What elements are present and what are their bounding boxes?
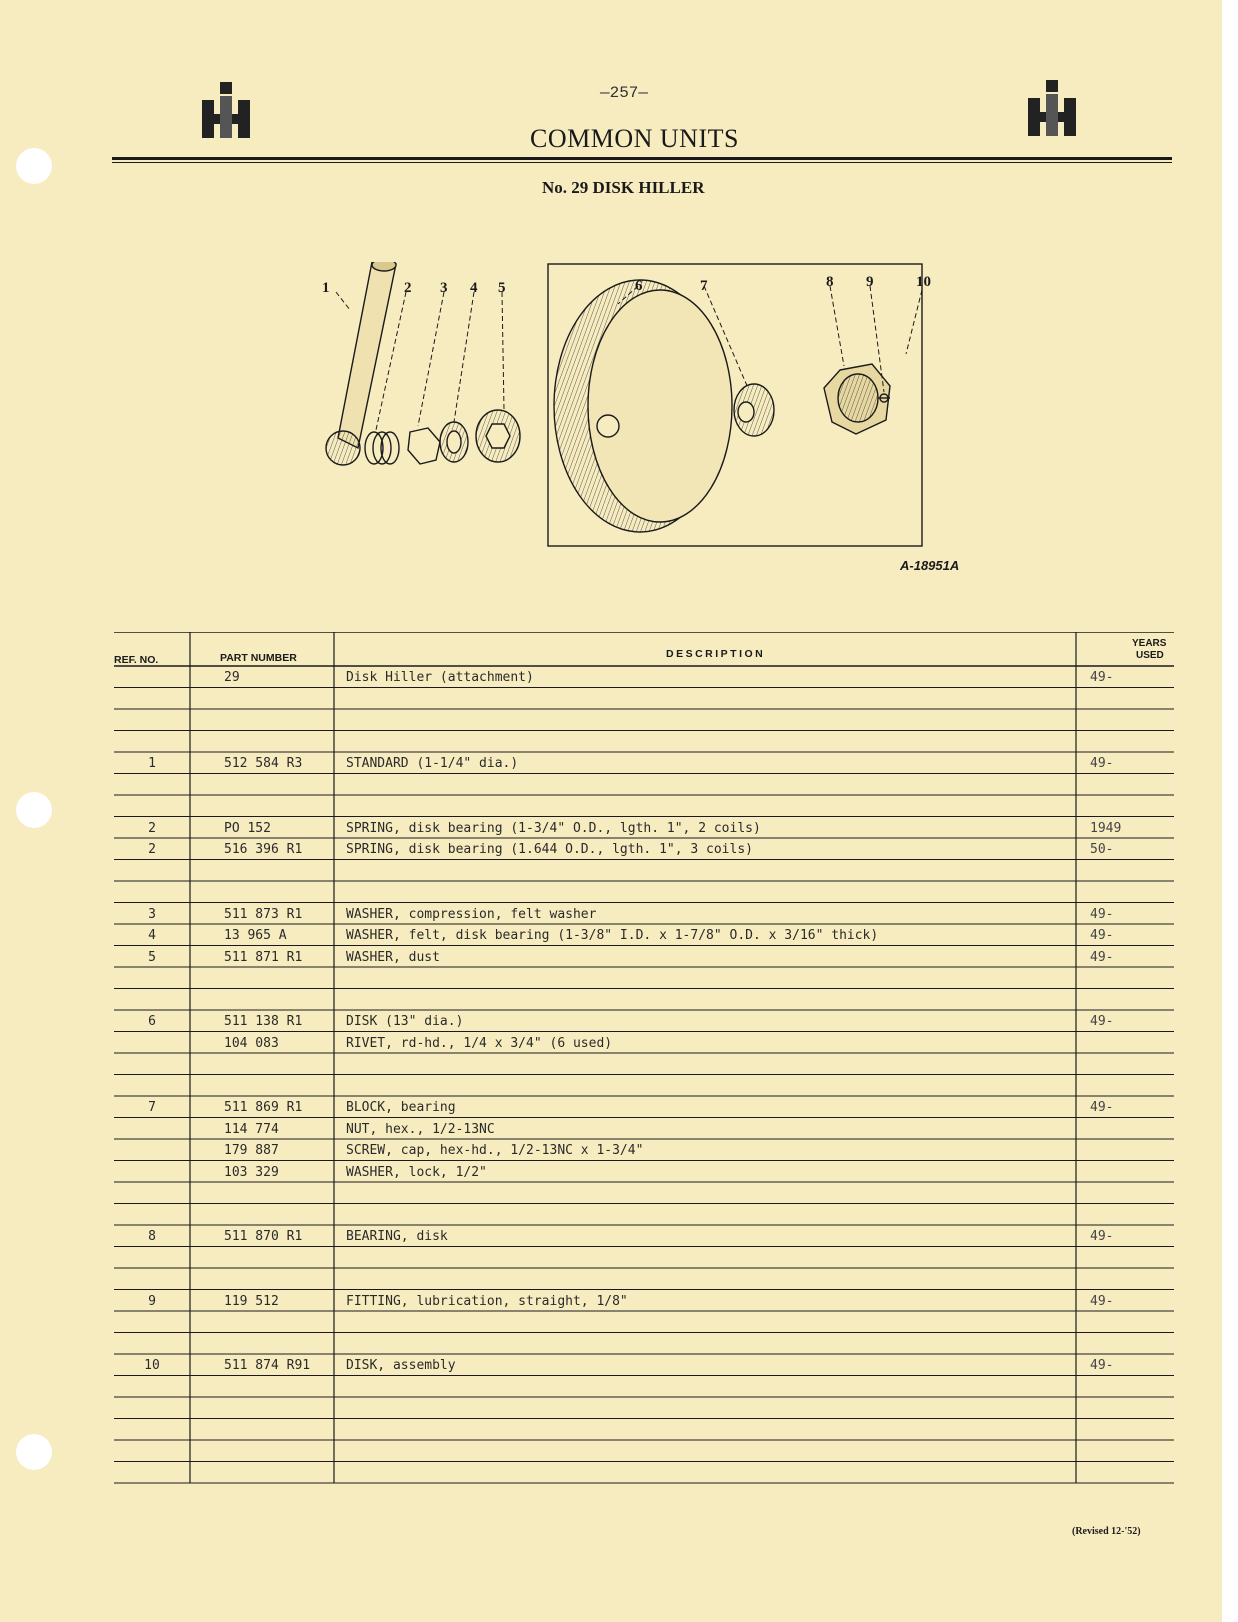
parts-table — [114, 632, 1174, 1524]
punch-hole — [16, 792, 52, 828]
ih-logo-left — [202, 82, 250, 138]
cell-part-number: 511 874 R91 — [224, 1358, 311, 1373]
cell-ref-no: 7 — [148, 1100, 156, 1115]
header-description: DESCRIPTION — [666, 648, 766, 660]
page-number: —257— — [600, 84, 649, 102]
cell-part-number: 511 870 R1 — [224, 1229, 303, 1244]
callout-3: 3 — [440, 280, 448, 296]
cell-part-number: 13 965 A — [224, 928, 287, 943]
cell-description: BEARING, disk — [346, 1229, 448, 1244]
cell-part-number: 114 774 — [224, 1121, 279, 1137]
section-title: COMMON UNITS — [530, 124, 739, 153]
part-washer-dust — [476, 410, 520, 462]
cell-part-number: 29 — [224, 670, 240, 685]
cell-description: STANDARD (1-1/4" dia.) — [346, 756, 519, 771]
cell-part-number: 511 871 R1 — [224, 949, 303, 965]
cell-years-used: 49- — [1090, 756, 1114, 771]
header-rule — [112, 157, 1172, 160]
cell-part-number: PO 152 — [224, 820, 271, 836]
header-years: YEARS — [1132, 638, 1167, 649]
part-washer-compression — [408, 428, 440, 464]
cell-description: BLOCK, bearing — [346, 1100, 456, 1115]
ih-logo-right — [1028, 80, 1076, 136]
cell-years-used: 49- — [1090, 1293, 1114, 1309]
callout-1: 1 — [322, 280, 330, 296]
cell-ref-no: 5 — [148, 949, 156, 965]
cell-ref-no: 2 — [148, 820, 156, 836]
cell-years-used: 49- — [1090, 906, 1114, 922]
cell-ref-no: 4 — [148, 928, 156, 943]
cell-years-used: 49- — [1090, 928, 1114, 943]
cell-description: SPRING, disk bearing (1-3/4" O.D., lgth. 1", 2 coils) — [346, 820, 761, 836]
cell-description: WASHER, lock, 1/2" — [346, 1164, 487, 1180]
cell-years-used: 49- — [1090, 1229, 1114, 1244]
callout-5: 5 — [498, 280, 506, 296]
cell-description: WASHER, dust — [346, 949, 440, 965]
header-ref-no: REF. NO. — [114, 654, 159, 666]
callout-10: 10 — [916, 274, 931, 290]
revised-note: (Revised 12-'52) — [1072, 1526, 1141, 1537]
cell-description: Disk Hiller (attachment) — [346, 670, 534, 685]
cell-years-used: 49- — [1090, 1100, 1114, 1115]
unit-title: No. 29 DISK HILLER — [542, 178, 705, 197]
exploded-view-illustration — [300, 262, 980, 582]
cell-part-number: 119 512 — [224, 1293, 279, 1309]
punch-hole — [16, 148, 52, 184]
part-spring — [365, 432, 399, 464]
callout-2: 2 — [404, 280, 412, 296]
cell-part-number: 103 329 — [224, 1164, 279, 1180]
header-part-number: PART NUMBER — [220, 652, 297, 664]
cell-description: DISK, assembly — [346, 1358, 456, 1373]
cell-description: FITTING, lubrication, straight, 1/8" — [346, 1293, 628, 1309]
header-used: USED — [1136, 650, 1164, 661]
part-washer-felt — [440, 422, 468, 462]
cell-description: NUT, hex., 1/2-13NC — [346, 1121, 495, 1137]
punch-hole — [16, 1434, 52, 1470]
cell-description: SCREW, cap, hex-hd., 1/2-13NC x 1-3/4" — [346, 1143, 644, 1158]
cell-years-used: 1949 — [1090, 820, 1122, 836]
cell-description: SPRING, disk bearing (1.644 O.D., lgth. 1", 3 coils) — [346, 842, 753, 857]
callout-8: 8 — [826, 274, 834, 290]
cell-ref-no: 3 — [148, 906, 156, 922]
cell-ref-no: 8 — [148, 1229, 156, 1244]
part-disk — [554, 280, 732, 532]
callout-9: 9 — [866, 274, 874, 290]
cell-description: WASHER, felt, disk bearing (1-3/8" I.D. x 1-7/8" O.D. x 3/16" thick) — [346, 928, 879, 943]
cell-years-used: 49- — [1090, 1358, 1114, 1373]
cell-years-used: 50- — [1090, 842, 1114, 857]
cell-ref-no: 1 — [148, 756, 156, 771]
cell-description: WASHER, compression, felt washer — [346, 906, 597, 922]
cell-description: RIVET, rd-hd., 1/4 x 3/4" (6 used) — [346, 1035, 613, 1051]
figure-code: A-18951A — [900, 558, 960, 573]
cell-part-number: 516 396 R1 — [224, 842, 303, 857]
cell-part-number: 511 869 R1 — [224, 1100, 303, 1115]
cell-ref-no: 10 — [144, 1358, 160, 1373]
cell-description: DISK (13" dia.) — [346, 1014, 464, 1029]
header-rule-thin — [112, 162, 1172, 163]
cell-years-used: 49- — [1090, 1014, 1114, 1029]
callout-6: 6 — [635, 278, 643, 294]
cell-years-used: 49- — [1090, 949, 1114, 965]
cell-part-number: 179 887 — [224, 1143, 279, 1158]
part-bearing-block — [734, 384, 774, 436]
cell-ref-no: 9 — [148, 1293, 156, 1309]
cell-years-used: 49- — [1090, 670, 1114, 685]
cell-ref-no: 2 — [148, 842, 156, 857]
cell-ref-no: 6 — [148, 1014, 156, 1029]
callout-4: 4 — [470, 280, 478, 296]
cell-part-number: 512 584 R3 — [224, 756, 303, 771]
callout-7: 7 — [700, 278, 708, 294]
cell-part-number: 104 083 — [224, 1035, 279, 1051]
cell-part-number: 511 873 R1 — [224, 906, 303, 922]
cell-part-number: 511 138 R1 — [224, 1014, 303, 1029]
